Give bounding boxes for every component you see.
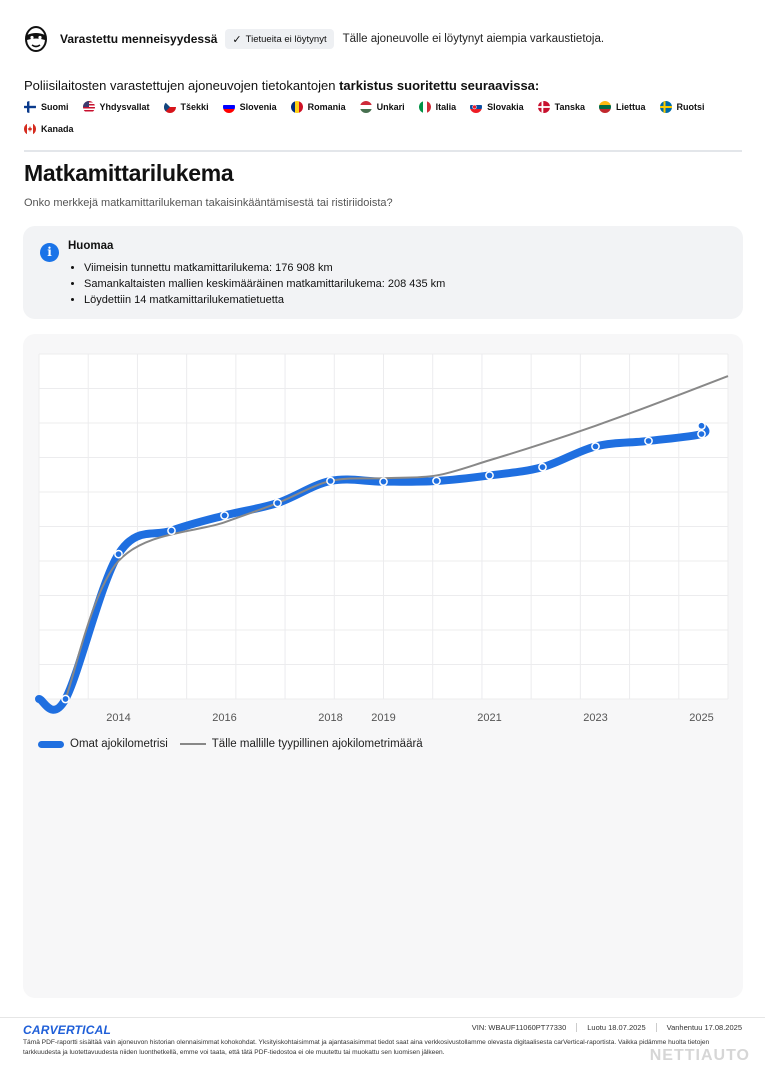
slovakia-flag-icon [470,101,482,113]
legend-typical-label: Tälle mallille tyypillinen ajokilometrimäärä [211,738,423,750]
data-point [115,551,122,558]
page-title: Matkamittarilukema [24,160,234,186]
czech-flag-icon [164,101,176,113]
list-item: • Löydettiin 14 matkamittarilukematietuetta [84,292,445,308]
country-item: Yhdysvallat [83,100,150,114]
finland-flag-icon [24,101,36,113]
data-point [698,430,705,437]
country-item: Kanada [24,122,74,136]
chart-legend [38,738,423,750]
x-tick-label: 2019 [371,712,396,724]
usa-flag-icon [83,101,95,113]
check-icon: ✓ [232,33,242,46]
data-point [62,695,69,702]
footer-divider [0,1017,765,1018]
thief-mask-icon [24,25,48,53]
slovenia-flag-icon [223,101,235,113]
canada-flag-icon [24,123,36,135]
x-tick-label: 2014 [106,712,131,724]
data-point [274,499,281,506]
country-item: Tanska [538,100,585,114]
data-point [327,477,334,484]
data-point [486,472,493,479]
list-item: • Viimeisin tunnettu matkamittarilukema: 176 908 km [84,260,445,276]
x-tick-label: 2023 [583,712,608,724]
sweden-flag-icon [660,101,672,113]
x-tick-label: 2018 [318,712,343,724]
hungary-flag-icon [360,101,372,113]
footer-vin: VIN: WBAUF11060PT77330 [471,1023,567,1032]
legend-own-swatch [38,741,64,748]
stolen-title: Varastettu menneisyydessä [60,32,218,46]
data-point [168,527,175,534]
status-badge [225,29,333,49]
notice-title: Huomaa [68,240,114,252]
section-subtitle: Onko merkkejä matkamittarilukeman takaisinkääntämisestä tai ristiriidoista? [24,197,393,209]
notice-list [84,260,445,308]
data-point [645,437,652,444]
watermark: NETTIAUTO [649,1047,750,1064]
footer-meta [462,1023,742,1032]
section-divider [24,150,742,152]
info-icon: i [40,243,59,262]
list-item: • Samankaltaisten mallien keskimääräinen matkamittarilukema: 208 435 km [84,276,445,292]
mileage-chart-card [23,334,743,998]
stolen-description: Tälle ajoneuvolle ei löytynyt aiempia varkaustietoja. [342,33,605,45]
italy-flag-icon [419,101,431,113]
country-item: Romania [291,100,346,114]
status-badge-label: Tietueita ei löytynyt [245,33,327,45]
country-item: Italia [419,100,457,114]
legend-own-label: Omat ajokilometrisi [70,738,168,750]
carvertical-logo: CARVERTICAL [23,1023,111,1037]
mileage-chart [23,334,743,724]
denmark-flag-icon [538,101,550,113]
country-item: Tšekki [164,100,209,114]
x-tick-label: 2021 [477,712,502,724]
legend-typical-swatch [180,743,206,745]
country-list [24,100,744,136]
data-point [698,422,705,429]
country-item: Liettua [599,100,646,114]
database-heading: Poliisilaitosten varastettujen ajoneuvojen tietokantojen tarkistus suoritettu seuraavissa: [24,78,540,93]
country-item: Slovakia [470,100,524,114]
country-item: Slovenia [223,100,277,114]
lithuania-flag-icon [599,101,611,113]
data-point [539,464,546,471]
data-point [433,477,440,484]
stolen-status-row [24,24,744,54]
footer-created: Luotu 18.07.2025 [576,1023,655,1032]
x-tick-label: 2016 [212,712,237,724]
country-item: Unkari [360,100,405,114]
footer-disclaimer: Tämä PDF-raportti sisältää vain ajoneuvon historian olennaisimmat kohokohdat. Yksityiskohtaisimmat ja ajantasaisimmat tiedot saat aina verkkosivustollamme olevasta digitaalisesta carVertical-raportista. Vaikka pidämme huolta tietojen tarkkuudesta ja luotettavuudesta niiden luonthetkellä, emme voi taata, että tätä PDF-tiedostoa ei ole muutettu tai muokattu sen luomisen jälkeen. [23,1039,710,1056]
data-point [592,443,599,450]
romania-flag-icon [291,101,303,113]
country-item: Suomi [24,100,69,114]
country-item: Ruotsi [660,100,705,114]
data-point [380,478,387,485]
footer-expires: Vanhentuu 17.08.2025 [656,1023,742,1032]
x-tick-label: 2025 [689,712,714,724]
data-point [221,512,228,519]
notice-box [23,226,743,319]
